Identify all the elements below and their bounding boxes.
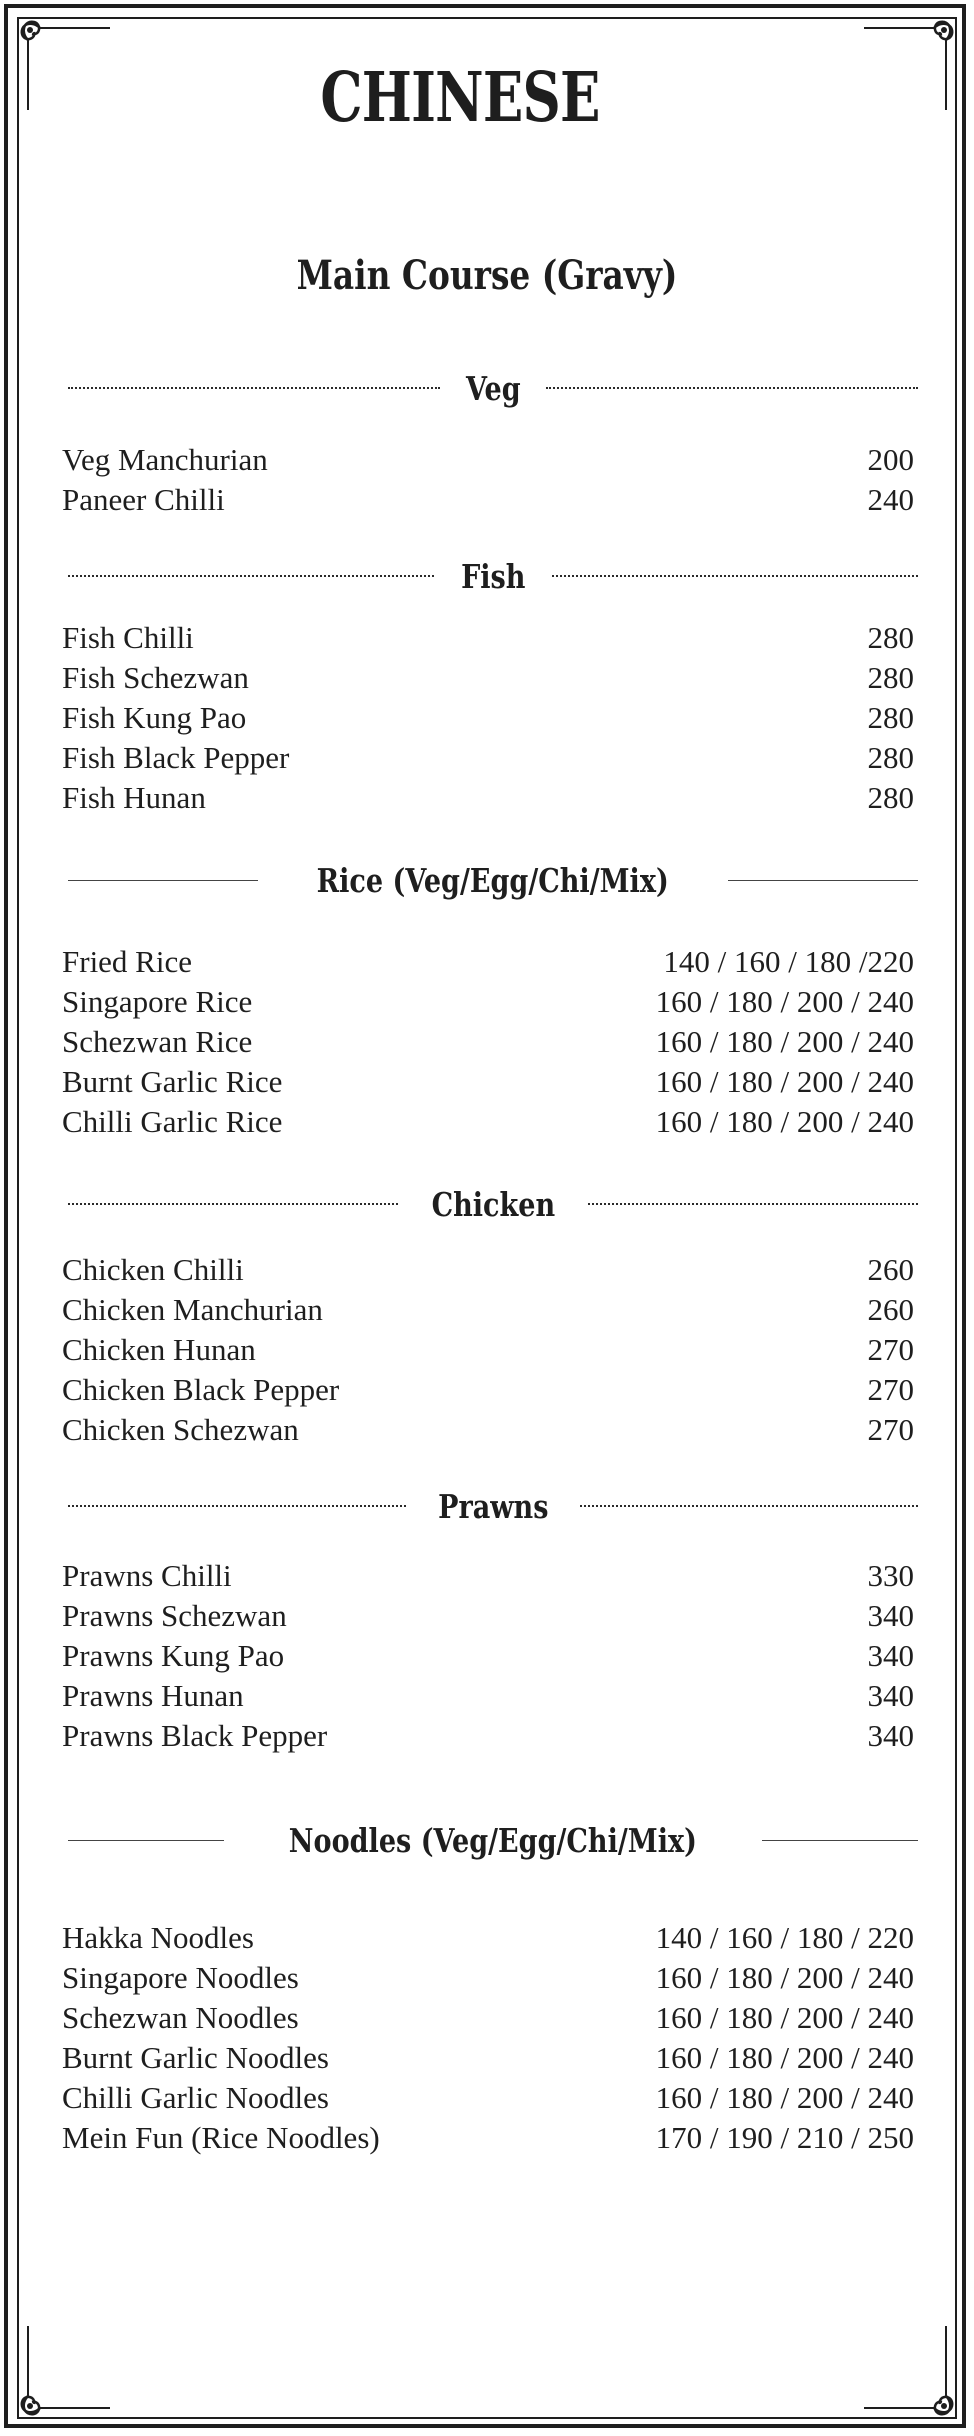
- divider-line: [68, 575, 434, 577]
- item-price: 160 / 180 / 200 / 240: [655, 984, 914, 1019]
- menu-item: [62, 1716, 914, 1756]
- section-heading-veg: [68, 368, 918, 408]
- menu-item: [62, 1410, 914, 1450]
- item-name: Schezwan Rice: [62, 1024, 253, 1059]
- item-name: Prawns Hunan: [62, 1678, 244, 1713]
- item-price: 240: [867, 482, 914, 517]
- item-price: 160 / 180 / 200 / 240: [655, 2080, 914, 2115]
- divider-line: [68, 1840, 224, 1841]
- item-name: Chicken Schezwan: [62, 1412, 299, 1447]
- menu-item: [62, 1062, 914, 1102]
- item-price: 270: [867, 1372, 914, 1407]
- divider-line: [546, 387, 918, 389]
- section-heading-label: Fish: [460, 556, 526, 596]
- divider-line: [762, 1840, 918, 1841]
- menu-item: [62, 982, 914, 1022]
- item-price: 270: [867, 1412, 914, 1447]
- menu-item: [62, 1676, 914, 1716]
- item-name: Chicken Hunan: [62, 1332, 256, 1367]
- item-name: Fish Chilli: [62, 620, 194, 655]
- item-price: 270: [867, 1332, 914, 1367]
- menu-item: [62, 778, 914, 818]
- item-price: 160 / 180 / 200 / 240: [655, 1960, 914, 1995]
- item-name: Fish Schezwan: [62, 660, 249, 695]
- menu-item: [62, 1556, 914, 1596]
- menu-item: [62, 658, 914, 698]
- item-price: 160 / 180 / 200 / 240: [655, 1064, 914, 1099]
- item-name: Hakka Noodles: [62, 1920, 254, 1955]
- item-price: 280: [867, 700, 914, 735]
- item-price: 280: [867, 620, 914, 655]
- item-price: 160 / 180 / 200 / 240: [655, 1024, 914, 1059]
- item-price: 200: [867, 442, 914, 477]
- menu-item: [62, 1918, 914, 1958]
- menu-item: [62, 1102, 914, 1142]
- menu-item: [62, 698, 914, 738]
- item-price: 330: [867, 1558, 914, 1593]
- divider-line: [68, 1505, 406, 1507]
- item-price: 340: [867, 1638, 914, 1673]
- menu-item: [62, 1370, 914, 1410]
- menu-item: [62, 440, 914, 480]
- item-price: 280: [867, 780, 914, 815]
- item-name: Fish Hunan: [62, 780, 206, 815]
- divider-line: [68, 387, 440, 389]
- item-name: Veg Manchurian: [62, 442, 268, 477]
- item-name: Chilli Garlic Rice: [62, 1104, 283, 1139]
- section-heading-label: Rice (Veg/Egg/Chi/Mix): [316, 860, 670, 900]
- section-heading-prawns: [68, 1486, 918, 1526]
- menu-item: [62, 1022, 914, 1062]
- section-heading-chicken: [68, 1184, 918, 1224]
- menu-item: [62, 1958, 914, 1998]
- divider-line: [728, 880, 918, 881]
- section-heading-rice: [68, 860, 918, 900]
- item-name: Burnt Garlic Rice: [62, 1064, 283, 1099]
- menu-item: [62, 2118, 914, 2158]
- menu-item: [62, 1290, 914, 1330]
- menu-item: [62, 1636, 914, 1676]
- item-name: Fish Black Pepper: [62, 740, 290, 775]
- menu-item: [62, 2038, 914, 2078]
- item-name: Burnt Garlic Noodles: [62, 2040, 329, 2075]
- menu-item: [62, 1596, 914, 1636]
- item-price: 340: [867, 1718, 914, 1753]
- menu-item: [62, 480, 914, 520]
- menu-item: [62, 942, 914, 982]
- section-heading-label: Prawns: [437, 1486, 549, 1526]
- item-name: Singapore Noodles: [62, 1960, 299, 1995]
- item-price: 340: [867, 1598, 914, 1633]
- item-name: Prawns Chilli: [62, 1558, 232, 1593]
- item-name: Fried Rice: [62, 944, 192, 979]
- item-name: Singapore Rice: [62, 984, 253, 1019]
- item-price: 160 / 180 / 200 / 240: [655, 2000, 914, 2035]
- menu-item: [62, 1250, 914, 1290]
- menu-item: [62, 2078, 914, 2118]
- item-price: 140 / 160 / 180 /220: [663, 944, 914, 979]
- section-heading-fish: [68, 556, 918, 596]
- divider-line: [68, 880, 258, 881]
- item-price: 160 / 180 / 200 / 240: [655, 1104, 914, 1139]
- item-name: Chicken Chilli: [62, 1252, 244, 1287]
- section-heading-label: Chicken: [431, 1184, 555, 1224]
- item-name: Prawns Black Pepper: [62, 1718, 328, 1753]
- item-name: Prawns Schezwan: [62, 1598, 287, 1633]
- divider-line: [580, 1505, 918, 1507]
- item-name: Mein Fun (Rice Noodles): [62, 2120, 380, 2155]
- item-price: 160 / 180 / 200 / 240: [655, 2040, 914, 2075]
- item-name: Schezwan Noodles: [62, 2000, 299, 2035]
- item-price: 260: [867, 1252, 914, 1287]
- divider-line: [68, 1203, 398, 1205]
- item-price: 340: [867, 1678, 914, 1713]
- item-price: 280: [867, 740, 914, 775]
- item-price: 260: [867, 1292, 914, 1327]
- item-name: Chilli Garlic Noodles: [62, 2080, 329, 2115]
- section-heading-label: Noodles (Veg/Egg/Chi/Mix): [288, 1820, 698, 1860]
- menu-item: [62, 1330, 914, 1370]
- item-price: 170 / 190 / 210 / 250: [655, 2120, 914, 2155]
- divider-line: [588, 1203, 918, 1205]
- menu-item: [62, 1998, 914, 2038]
- item-price: 140 / 160 / 180 / 220: [655, 1920, 914, 1955]
- menu-item: [62, 618, 914, 658]
- item-name: Prawns Kung Pao: [62, 1638, 285, 1673]
- section-heading-noodles: [68, 1820, 918, 1860]
- menu-item: [62, 738, 914, 778]
- item-name: Fish Kung Pao: [62, 700, 247, 735]
- corner-ornament-icon: [854, 2316, 964, 2426]
- corner-ornament-icon: [854, 10, 964, 120]
- item-name: Chicken Manchurian: [62, 1292, 323, 1327]
- item-price: 280: [867, 660, 914, 695]
- section-heading-label: Veg: [465, 368, 521, 408]
- divider-line: [552, 575, 918, 577]
- item-name: Paneer Chilli: [62, 482, 225, 517]
- menu-title: CHINESE: [320, 58, 600, 138]
- menu-subtitle: Main Course (Gravy): [296, 252, 678, 299]
- item-name: Chicken Black Pepper: [62, 1372, 340, 1407]
- corner-ornament-icon: [10, 2316, 120, 2426]
